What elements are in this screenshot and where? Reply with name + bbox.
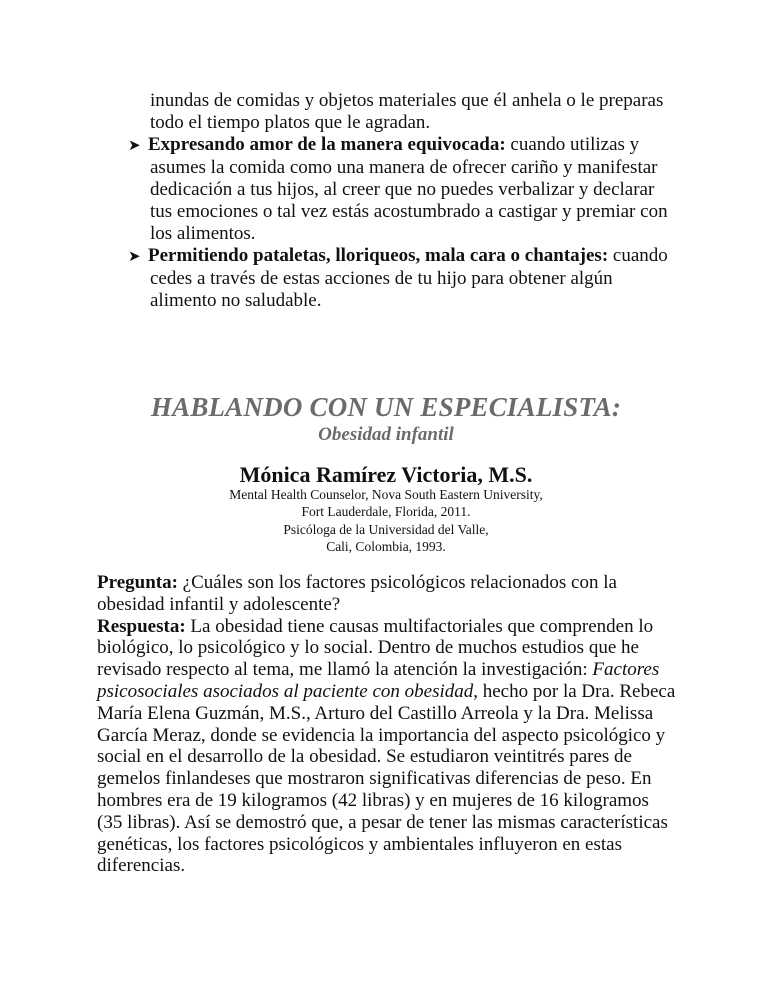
answer-text: , hecho por la Dra. Rebeca [473, 680, 676, 702]
bullet-list [128, 90, 688, 312]
question-text: ¿Cuáles son los factores psicológicos relacionados con la [177, 572, 617, 593]
question-line [97, 572, 697, 594]
list-item-2 [128, 245, 688, 269]
cited-study-title: psicosociales asociados al paciente con obesidad [97, 680, 474, 702]
answer-line: biológico, lo psicológico y lo social. Dentro de muchos estudios que he [97, 637, 639, 659]
answer-text: revisado respecto al tema, me llamó la atención la investigación: [97, 659, 593, 681]
credential-line: Fort Lauderdale, Florida, 2011. [301, 504, 471, 520]
answer-line: María Elena Guzmán, M.S., Arturo del Castillo Arreola y la Dra. Melissa [97, 702, 654, 724]
specialist-credentials [0, 486, 772, 556]
answer-line: diferencias. [97, 855, 186, 877]
credential-line: Psicóloga de la Universidad del Valle, [283, 521, 489, 537]
continuation-line: inundas de comidas y objetos materiales que él anhela o le preparas [150, 90, 664, 111]
cited-study-title: Factores [592, 659, 660, 681]
answer-text: La obesidad tiene causas multifactoriales que comprenden lo [185, 615, 654, 637]
list-item-1-line: dedicación a tus hijos, al creer que no puedes verbalizar y declarar [150, 179, 655, 201]
answer-line: gemelos finlandeses que mostraron significativas diferencias de peso. En [97, 768, 652, 790]
credential-line: Mental Health Counselor, Nova South Eastern University, [229, 487, 543, 502]
credential-line: Cali, Colombia, 1993. [326, 539, 446, 555]
list-item-1 [128, 134, 688, 158]
list-item-1-line: asumes la comida como una manera de ofrecer cariño y manifestar [150, 157, 658, 179]
answer-line: genéticas, los factores psicológicos y ambientales influyeron en estas [97, 833, 622, 855]
answer-label: Respuesta: [97, 615, 186, 637]
continuation-line: todo el tiempo platos que le agradan. [150, 111, 431, 133]
answer-line [97, 616, 697, 638]
answer-line: hombres era de 19 kilogramos (42 libras) y en mujeres de 16 kilogramos [97, 789, 649, 811]
question-label: Pregunta: [97, 572, 178, 593]
list-item-1-line: tus emociones o tal vez estás acostumbrado a castigar y premiar con [150, 200, 668, 222]
list-item-1-line: los alimentos. [150, 222, 256, 244]
list-item-2-line: alimento no saludable. [150, 290, 322, 312]
section-subtitle: Obesidad infantil [318, 424, 454, 445]
arrow-bullet-icon: ➤ [128, 248, 141, 265]
list-item-1-heading: Expresando amor de la manera equivocada: [148, 133, 506, 155]
answer-line [97, 659, 697, 681]
qa-block [97, 572, 697, 877]
answer-line [97, 681, 697, 703]
list-item-2-line: cedes a través de estas acciones de tu hijo para obtener algún [150, 268, 613, 290]
answer-line: social en el desarrollo de la obesidad. Se estudiaron veintitrés pares de [97, 746, 632, 768]
answer-line: (35 libras). Así se demostró que, a pesar de tener las mismas características [97, 811, 668, 833]
list-item-2-text: cuando [608, 244, 668, 266]
question-line: obesidad infantil y adolescente? [97, 593, 341, 615]
arrow-bullet-icon: ➤ [128, 137, 141, 154]
answer-line: García Meraz, donde se evidencia la importancia del aspecto psicológico y [97, 724, 666, 746]
section-title: HABLANDO CON UN ESPECIALISTA: [150, 392, 622, 422]
list-item-1-text: cuando utilizas y [505, 133, 640, 155]
specialist-name: Mónica Ramírez Victoria, M.S. [239, 462, 533, 487]
list-item-2-heading: Permitiendo pataletas, lloriqueos, mala cara o chantajes: [148, 244, 609, 266]
